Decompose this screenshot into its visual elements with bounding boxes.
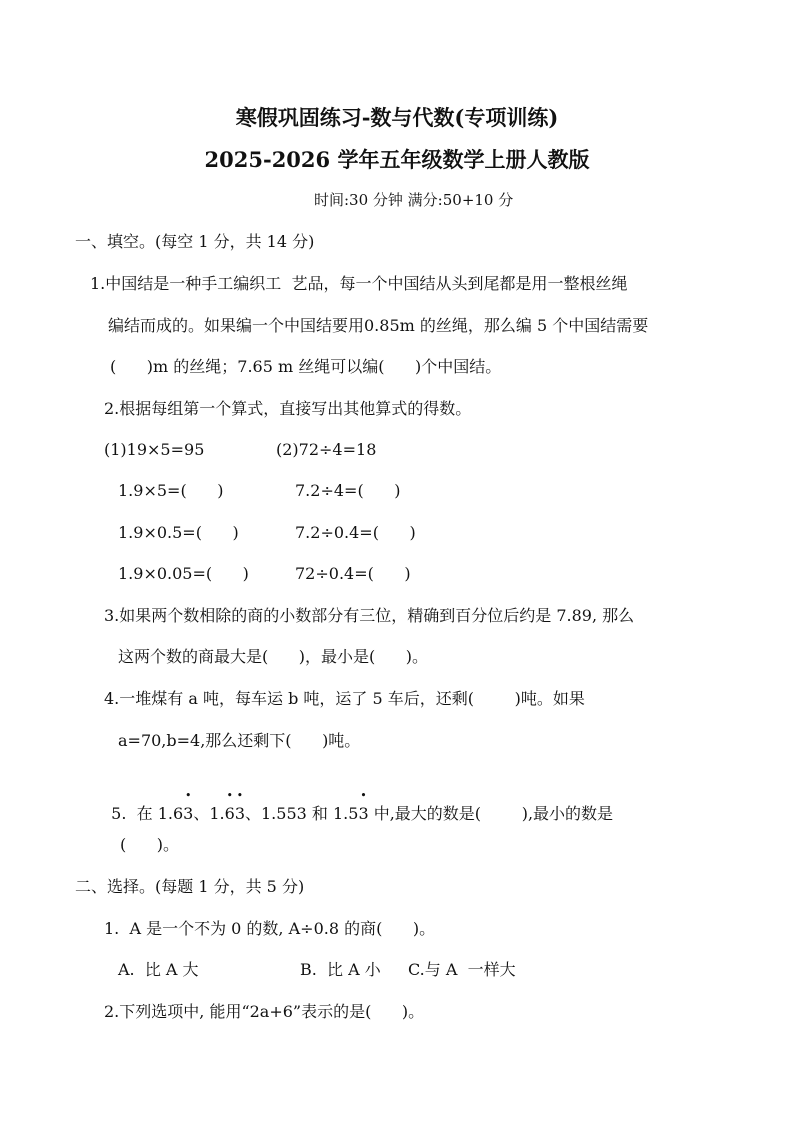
q2-g2-line-3: 7.2÷0.4=( )	[295, 523, 416, 542]
q1-line-2: 编结而成的。如果编一个中国结要用0.85m 的丝绳，那么编 5 个中国结需要	[108, 316, 649, 335]
q5-separator-2: 、1.553 和	[245, 804, 333, 823]
repeating-dot-digit: • 3	[235, 803, 245, 825]
section1-heading: 一、填空。(每空 1 分，共 14 分)	[75, 232, 315, 251]
q2-g2-line-2: 7.2÷4=( )	[295, 481, 401, 500]
q5-line-2: ( )。	[120, 835, 180, 854]
title-line-1: 寒假巩固练习-数与代数(专项训练)	[235, 105, 559, 130]
repeating-dot-digit: • 6	[225, 803, 235, 825]
q2-stem: 2.根据每组第一个算式，直接写出其他算式的得数。	[104, 399, 472, 418]
q5-line-1	[101, 781, 613, 825]
q2-g2-line-4: 72÷0.4=( )	[295, 564, 411, 583]
exam-meta: 时间:30 分钟 满分:50+10 分	[314, 191, 514, 209]
q3-line-1: 3.如果两个数相除的商的小数部分有三位，精确到百分位后约是 7.89, 那么	[104, 606, 635, 625]
q5-prefix: 5. 在	[111, 804, 158, 823]
q5-number-4: 1.5• 3	[333, 804, 369, 823]
q3-line-2: 这两个数的商最大是( )，最小是( )。	[118, 647, 429, 666]
q5-separator-1: 、	[193, 804, 210, 823]
q5-number-2: 1.• 6• 3	[209, 804, 245, 823]
q1-line-1: 1.中国结是一种手工编织工 艺品，每一个中国结从头到尾都是用一整根丝绳	[90, 274, 628, 293]
q2-g1-line-1: (1)19×5=95	[104, 440, 205, 459]
q5-suffix: 中,最大的数是( ),最小的数是	[368, 804, 614, 823]
s2-q1-option-b: B. 比 A 小	[300, 960, 381, 979]
q5-number-1: 1.6• 3	[158, 804, 194, 823]
s2-q2-stem: 2.下列选项中, 能用“2a+6”表示的是( )。	[104, 1002, 425, 1021]
q2-g2-line-1: (2)72÷4=18	[276, 440, 377, 459]
repeating-dot-digit: • 3	[358, 803, 368, 825]
q4-line-2: a=70,b=4,那么还剩下( )吨。	[118, 731, 361, 750]
s2-q1-option-a: A. 比 A 大	[118, 960, 199, 979]
q2-g1-line-4: 1.9×0.05=( )	[118, 564, 249, 583]
q1-line-3: ( )m 的丝绳；7.65 m 丝绳可以编( )个中国结。	[110, 357, 502, 376]
s2-q1-option-c: C.与 A 一样大	[408, 960, 516, 979]
q2-g1-line-3: 1.9×0.5=( )	[118, 523, 239, 542]
q4-line-1: 4.一堆煤有 a 吨，每车运 b 吨，运了 5 车后，还剩( )吨。如果	[104, 689, 585, 708]
section2-heading: 二、选择。(每题 1 分，共 5 分)	[75, 877, 305, 896]
title-line-2: 2025-2026 学年五年级数学上册人教版	[204, 147, 590, 172]
s2-q1-stem: 1. A 是一个不为 0 的数, A÷0.8 的商( )。	[104, 919, 436, 938]
repeating-dot-digit: • 3	[183, 803, 193, 825]
q2-g1-line-2: 1.9×5=( )	[118, 481, 224, 500]
